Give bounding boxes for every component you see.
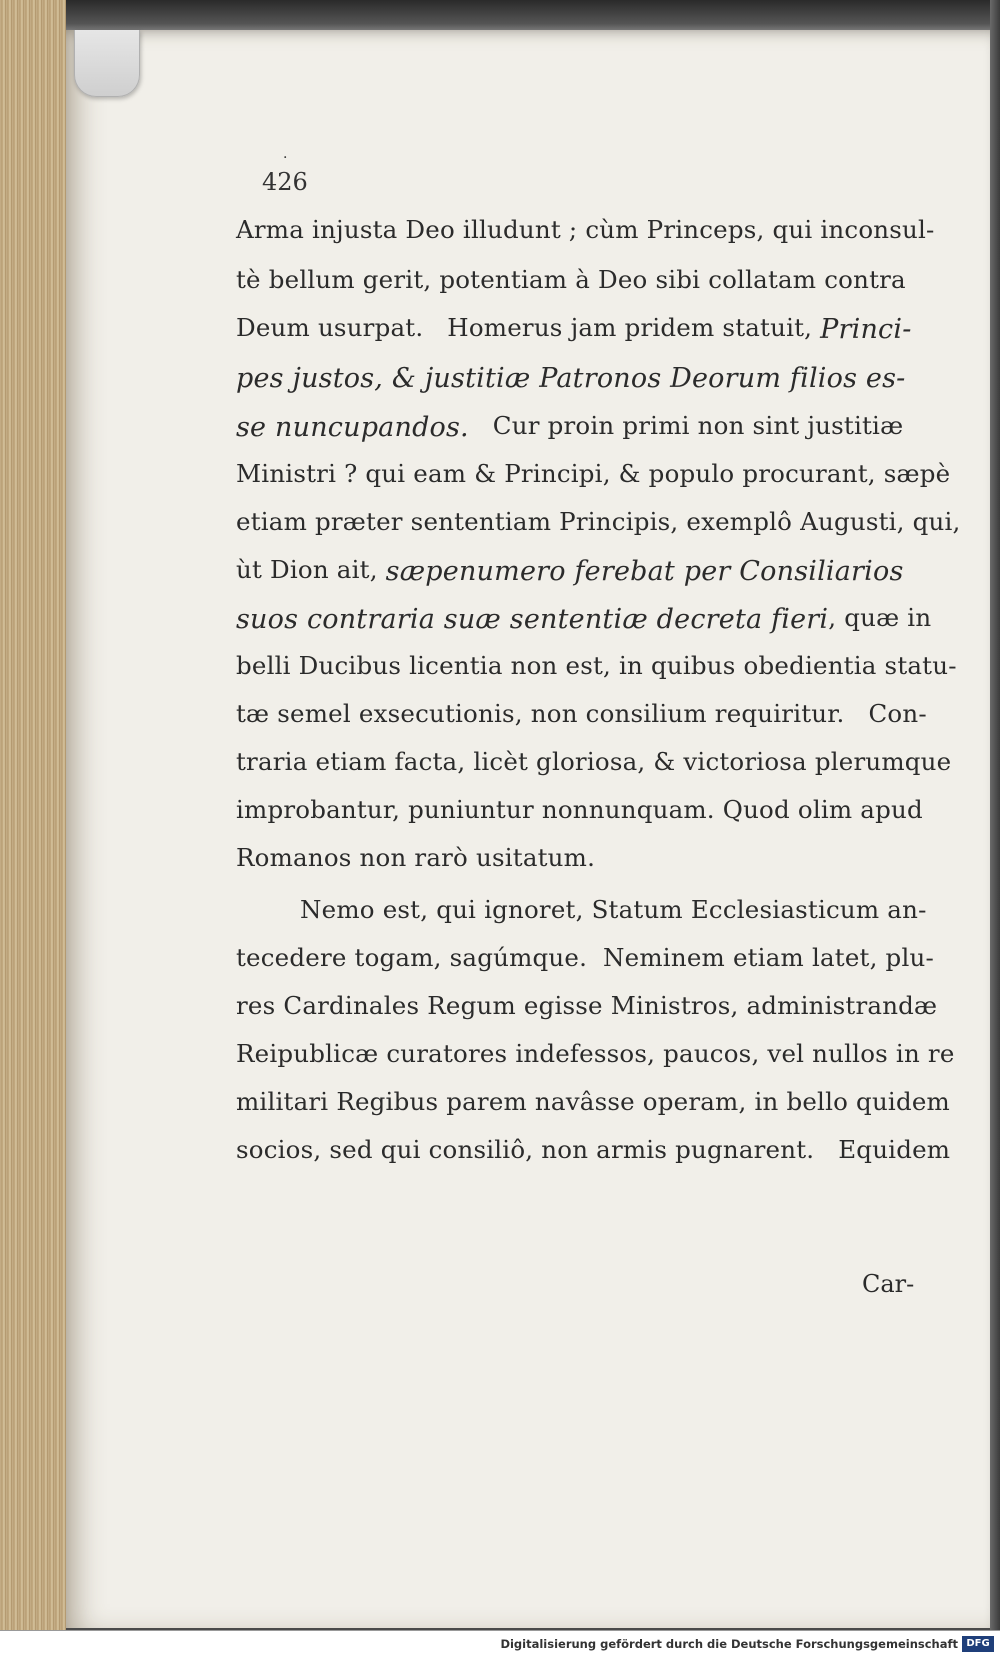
text-line-17 [236, 991, 948, 1020]
line-8-text: ùt Dion ait, [236, 555, 386, 584]
line-6-text: Ministri ? qui eam & Principi, & populo procurant, sæpè [236, 459, 951, 488]
catchword: Car- [862, 1270, 915, 1298]
line-20-text: socios, sed qui consiliô, non armis pugnarent. Equidem [236, 1135, 951, 1164]
line-5-italic: se nuncupandos. [236, 412, 469, 443]
line-13-text: improbantur, puniuntur nonnunquam. Quod olim apud [236, 795, 923, 824]
line-5-text: Cur proin primi non sint justitiæ [468, 411, 904, 440]
text-line-5 [236, 411, 948, 443]
footer-bar [0, 1630, 1000, 1658]
line-15-text: Nemo est, qui ignoret, Statum Ecclesiasticum an- [300, 895, 927, 924]
text-line-19 [236, 1087, 950, 1116]
line-19-text: militari Regibus parem navâsse operam, in bello quidem [236, 1087, 950, 1116]
line-9-italic: suos contraria suæ sententiæ decreta fieri [236, 604, 829, 635]
footer-credit: Digitalisierung gefördert durch die Deutsche Forschungsgemeinschaft [500, 1637, 958, 1651]
text-line-10 [236, 651, 957, 680]
line-14-text: Romanos non rarò usitatum. [236, 843, 596, 872]
line-12-text: traria etiam facta, licèt gloriosa, & victoriosa plerumque [236, 747, 952, 776]
text-line-3 [236, 313, 948, 345]
line-2-text: tè bellum gerit, potentiam à Deo sibi collatam contra [236, 265, 906, 294]
line-3-text: Deum usurpat. Homerus jam pridem statuit, [236, 313, 821, 342]
line-1-text: Arma injusta Deo illudunt ; cùm Princeps, qui inconsul- [236, 215, 935, 244]
line-17-text: res Cardinales Regum egisse Ministros, administrandæ [236, 991, 938, 1020]
text-line-7 [236, 507, 961, 536]
text-line-15 [300, 895, 948, 924]
text-line-16 [236, 943, 948, 972]
page-mark: · [283, 150, 288, 166]
book-page-edges [0, 0, 66, 1630]
line-10-text: belli Ducibus licentia non est, in quibus obedientia statu- [236, 651, 957, 680]
line-7-text: etiam præter sententiam Principis, exemplô Augusti, qui, [236, 507, 961, 536]
line-16-text: tecedere togam, sagúmque. Neminem etiam latet, plu- [236, 943, 934, 972]
text-line-11 [236, 699, 948, 728]
line-3-italic: Princi- [820, 314, 912, 345]
text-line-9 [236, 603, 948, 635]
scan-top-edge [0, 0, 1000, 34]
text-line-14 [236, 843, 948, 872]
text-line-6 [236, 459, 951, 488]
line-18-text: Reipublicæ curatores indefessos, paucos, vel nullos in re [236, 1039, 955, 1068]
text-line-2 [236, 265, 948, 294]
page-number: 426 [262, 168, 308, 196]
line-11-text: tæ semel exsecutionis, non consilium requiritur. Con- [236, 699, 927, 728]
text-line-8 [236, 555, 948, 587]
scan-right-edge [990, 0, 1000, 1630]
text-line-20 [236, 1135, 951, 1164]
page-clip [74, 30, 140, 97]
text-line-18 [236, 1039, 955, 1068]
text-line-13 [236, 795, 948, 824]
text-line-1 [236, 215, 948, 244]
line-8-italic: sæpenumero ferebat per Consiliarios [385, 556, 904, 587]
line-4-italic: pes justos, & justitiæ Patronos Deorum filios es- [236, 363, 906, 394]
line-9-text: , quæ in [828, 603, 932, 632]
text-line-4 [236, 365, 948, 392]
dfg-logo: DFG [962, 1636, 994, 1652]
text-line-12 [236, 747, 952, 776]
